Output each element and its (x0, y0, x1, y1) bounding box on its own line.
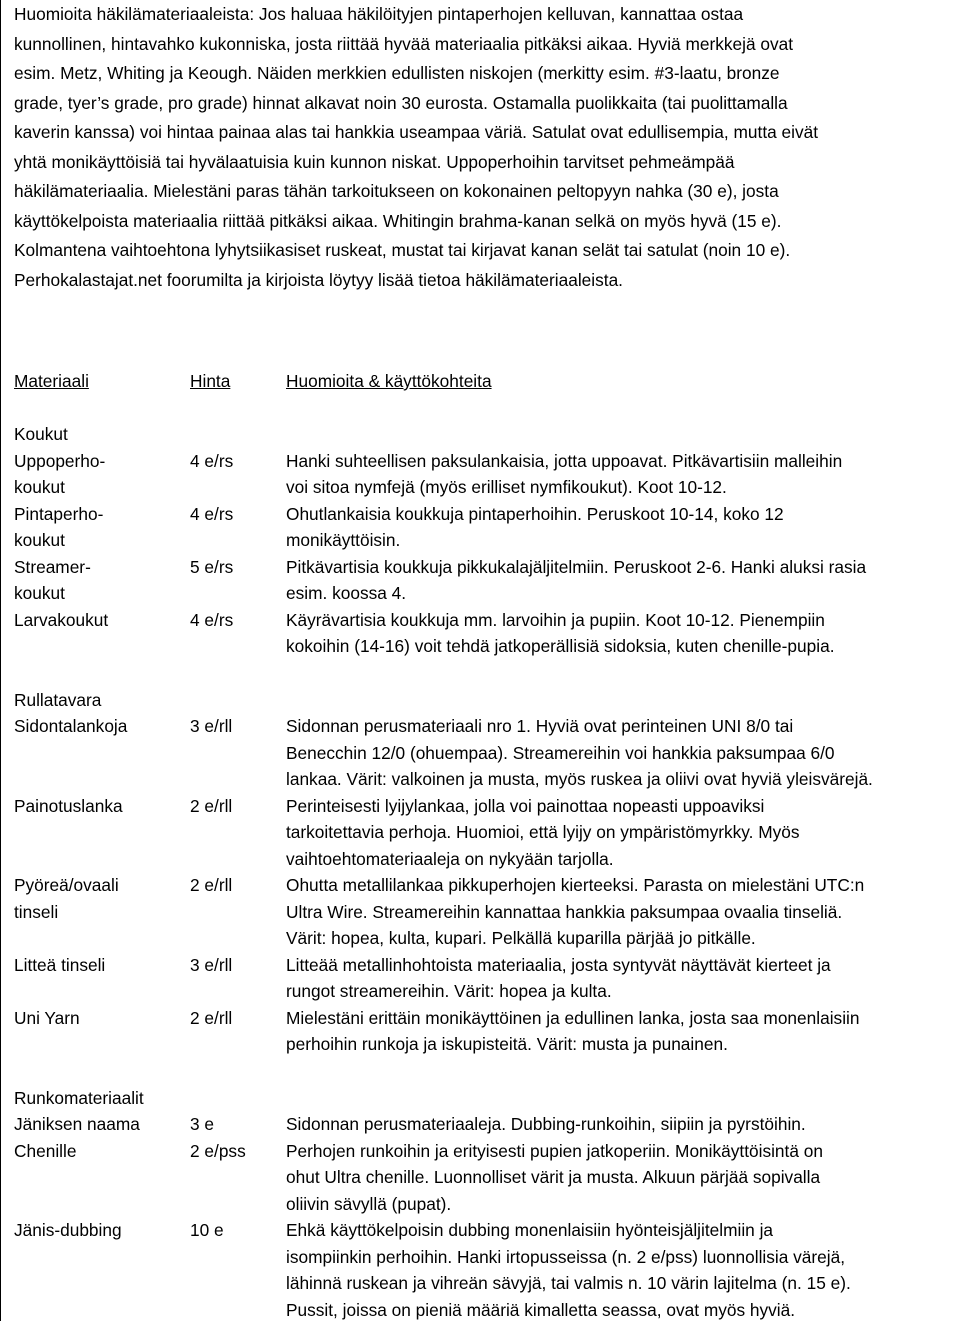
material-name (14, 952, 190, 1005)
material-name-line: Chenille (14, 1138, 190, 1165)
material-name-line: koukut (14, 527, 190, 554)
material-price: 5 e/rs (190, 554, 286, 607)
material-price: 4 e/rs (190, 448, 286, 501)
material-notes-line: Ohutlankaisia koukkuja pintaperhoihin. Peruskoot 10-14, koko 12 (286, 501, 954, 528)
material-notes-line: rungot streamereihin. Värit: hopea ja kulta. (286, 978, 954, 1005)
material-price: 3 e/rll (190, 952, 286, 1005)
table-row (14, 1111, 954, 1138)
material-price: 2 e/rll (190, 1005, 286, 1058)
material-notes-line: Perinteisesti lyijylankaa, jolla voi painottaa nopeasti uppoaviksi (286, 793, 954, 820)
material-price: 4 e/rs (190, 501, 286, 554)
material-notes-line: ohut Ultra chenille. Luonnolliset värit ja musta. Alkuun pärjää sopivalla (286, 1164, 954, 1191)
table-row (14, 713, 954, 793)
material-name-line: Pyöreä/ovaali (14, 872, 190, 899)
material-name-line: Litteä tinseli (14, 952, 190, 979)
material-name-line: tinseli (14, 899, 190, 926)
material-notes-line: isompiinkin perhoihin. Hanki irtopusseissa (n. 2 e/pss) luonnollisia värejä, (286, 1244, 954, 1271)
material-name-line: koukut (14, 474, 190, 501)
section-title: Rullatavara (14, 687, 954, 714)
material-name-line: Streamer- (14, 554, 190, 581)
material-notes-line: vaihtoehtomateriaaleja on nykyään tarjolla. (286, 846, 954, 873)
material-name-line: Pintaperho- (14, 501, 190, 528)
section-spacer (14, 660, 954, 687)
material-notes-line: voi sitoa nymfejä (myös erilliset nymfikoukut). Koot 10-12. (286, 474, 954, 501)
intro-line: Huomioita häkilämateriaaleista: Jos haluaa häkilöityjen pintaperhojen kelluvan, kannattaa ostaa (14, 0, 949, 30)
intro-line: kaverin kanssa) voi hintaa painaa alas tai hankkia useampaa väriä. Satulat ovat edullisempia, mutta eivät (14, 118, 949, 148)
table-row (14, 872, 954, 952)
header-notes: Huomioita & käyttökohteita (286, 368, 954, 394)
material-notes (286, 713, 954, 793)
intro-line: häkilämateriaalia. Mielestäni paras tähän tarkoitukseen on kokonainen peltopyyn nahka (30 e), josta (14, 177, 949, 207)
header-material: Materiaali (14, 368, 190, 394)
material-notes-line: Sidonnan perusmateriaali nro 1. Hyviä ovat perinteinen UNI 8/0 tai (286, 713, 954, 740)
material-name-line: koukut (14, 580, 190, 607)
material-notes-line: lähinnä ruskean ja vihreän sävyjä, tai valmis n. 10 värin lajitelma (n. 15 e). (286, 1270, 954, 1297)
material-notes (286, 607, 954, 660)
table-row (14, 448, 954, 501)
material-notes-line: Hanki suhteellisen paksulankaisia, jotta uppoavat. Pitkävartisiin malleihin (286, 448, 954, 475)
table-row (14, 1138, 954, 1218)
material-notes-line: Ohutta metallilankaa pikkuperhojen kierteeksi. Parasta on mielestäni UTC:n (286, 872, 954, 899)
table-row (14, 501, 954, 554)
material-notes-line: Perhojen runkoihin ja erityisesti pupien jatkoperiin. Monikäyttöisintä on (286, 1138, 954, 1165)
intro-line: Perhokalastajat.net foorumilta ja kirjoista löytyy lisää tietoa häkilämateriaaleista. (14, 266, 949, 296)
material-notes-line: Mielestäni erittäin monikäyttöinen ja edullinen lanka, josta saa monenlaisiin (286, 1005, 954, 1032)
material-name (14, 1111, 190, 1138)
intro-line: grade, tyer’s grade, pro grade) hinnat alkavat noin 30 eurosta. Ostamalla puolikkaita (tai puolittamalla (14, 89, 949, 119)
material-price: 3 e/rll (190, 713, 286, 793)
material-notes-line: esim. koossa 4. (286, 580, 954, 607)
material-name (14, 1005, 190, 1058)
material-name (14, 1138, 190, 1218)
material-notes-line: Sidonnan perusmateriaaleja. Dubbing-runkoihin, siipiin ja pyrstöihin. (286, 1111, 954, 1138)
material-notes-line: tarkoitettavia perhoja. Huomioi, että lyijy on ympäristömyrkky. Myös (286, 819, 954, 846)
table-row (14, 793, 954, 873)
section-spacer (14, 394, 954, 421)
material-price: 2 e/rll (190, 793, 286, 873)
material-notes-line: monikäyttöisin. (286, 527, 954, 554)
material-price: 10 e (190, 1217, 286, 1323)
material-notes-line: Ultra Wire. Streamereihin kannattaa hankkia paksumpaa ovaalia tinseliä. (286, 899, 954, 926)
material-notes-line: Benecchin 12/0 (ohuempaa). Streamereihin voi hankkia paksumpaa 6/0 (286, 740, 954, 767)
material-notes-line: Ehkä käyttökelpoisin dubbing monenlaisiin hyönteisjäljitelmiin ja (286, 1217, 954, 1244)
material-notes-line: Värit: hopea, kulta, kupari. Pelkällä kuparilla pärjää jo pitkälle. (286, 925, 954, 952)
table-row (14, 554, 954, 607)
material-notes-line: perhoihin runkoja ja iskupisteitä. Värit: musta ja punainen. (286, 1031, 954, 1058)
material-notes (286, 952, 954, 1005)
material-notes (286, 501, 954, 554)
section-title: Runkomateriaalit (14, 1085, 954, 1112)
material-price: 2 e/rll (190, 872, 286, 952)
material-notes-line: Pussit, joissa on pieniä määriä kimalletta seassa, ovat myös hyviä. (286, 1297, 954, 1323)
materials-table (14, 368, 954, 1323)
material-notes-line: lankaa. Värit: valkoinen ja musta, myös ruskea ja oliivi ovat hyviä yleisvärejä. (286, 766, 954, 793)
material-notes-line: Käyrävartisia koukkuja mm. larvoihin ja pupiin. Koot 10-12. Pienempiin (286, 607, 954, 634)
material-name-line: Painotuslanka (14, 793, 190, 820)
material-notes (286, 1217, 954, 1323)
material-name (14, 554, 190, 607)
material-name (14, 793, 190, 873)
material-notes-line: Pitkävartisia koukkuja pikkukalajäljitelmiin. Peruskoot 2-6. Hanki aluksi rasia (286, 554, 954, 581)
table-row (14, 607, 954, 660)
material-name-line: Larvakoukut (14, 607, 190, 634)
material-price: 4 e/rs (190, 607, 286, 660)
material-notes-line: kokoihin (14-16) voit tehdä jatkoperällisiä sidoksia, kuten chenille-pupia. (286, 633, 954, 660)
material-name (14, 607, 190, 660)
section-spacer (14, 1058, 954, 1085)
material-name (14, 501, 190, 554)
intro-line: kunnollinen, hintavahko kukonniska, josta riittää hyvää materiaalia pitkäksi aikaa. Hyviä merkkejä ovat (14, 30, 949, 60)
material-notes (286, 872, 954, 952)
intro-line: esim. Metz, Whiting ja Keough. Näiden merkkien edullisten niskojen (merkitty esim. #3-laatu, bronze (14, 59, 949, 89)
material-price: 3 e (190, 1111, 286, 1138)
material-name-line: Sidontalankoja (14, 713, 190, 740)
material-notes-line: oliivin sävyllä (pupat). (286, 1191, 954, 1218)
material-notes (286, 554, 954, 607)
material-price: 2 e/pss (190, 1138, 286, 1218)
material-notes (286, 1005, 954, 1058)
section-title: Koukut (14, 421, 954, 448)
material-name-line: Jänis-dubbing (14, 1217, 190, 1244)
material-notes (286, 1111, 954, 1138)
material-notes-line: Litteää metallinhohtoista materiaalia, josta syntyvät näyttävät kierteet ja (286, 952, 954, 979)
material-notes (286, 1138, 954, 1218)
intro-line: Kolmantena vaihtoehtona lyhytsiikasiset ruskeat, mustat tai kirjavat kanan selät tai satulat (noin 10 e). (14, 236, 949, 266)
material-name (14, 872, 190, 952)
material-notes (286, 793, 954, 873)
material-notes (286, 448, 954, 501)
table-row (14, 1005, 954, 1058)
header-price: Hinta (190, 368, 286, 394)
material-name (14, 448, 190, 501)
material-name-line: Uni Yarn (14, 1005, 190, 1032)
table-row (14, 1217, 954, 1323)
intro-line: käyttökelpoista materiaalia riittää pitkäksi aikaa. Whitingin brahma-kanan selkä on myös hyvä (15 e). (14, 207, 949, 237)
table-header-row (14, 368, 954, 394)
intro-line: yhtä monikäyttöisiä tai hyvälaatuisia kuin kunnon niskat. Uppoperhoihin tarvitset pehmeämpää (14, 148, 949, 178)
intro-paragraph (14, 0, 949, 295)
table-sections (14, 394, 954, 1323)
material-name-line: Jäniksen naama (14, 1111, 190, 1138)
material-name (14, 1217, 190, 1323)
material-name-line: Uppoperho- (14, 448, 190, 475)
table-row (14, 952, 954, 1005)
material-name (14, 713, 190, 793)
